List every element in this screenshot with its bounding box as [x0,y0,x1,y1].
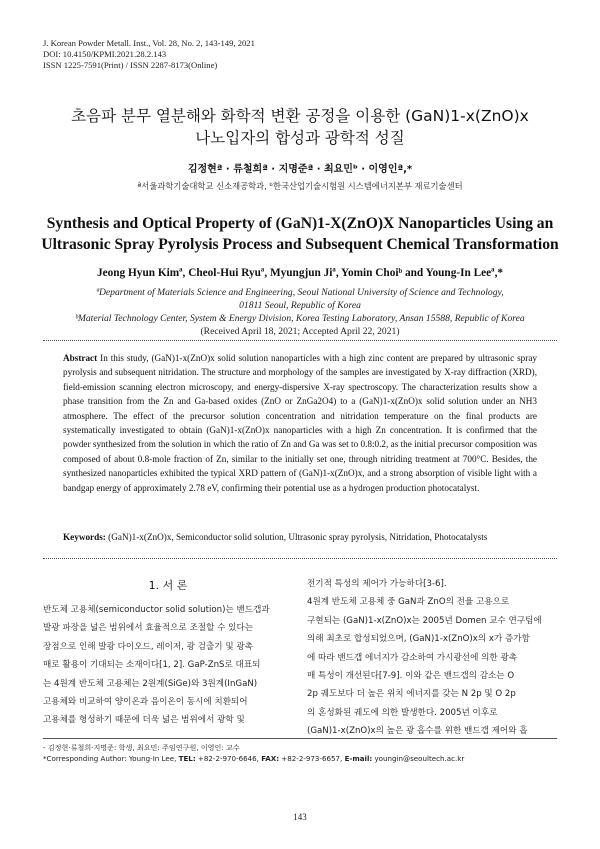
body-line: 의해 최초로 합성되었으며, (GaN)1-x(ZnO)x의 x가 증가함 [307,634,530,645]
affiliation-b: ᵇMaterial Technology Center, System & Energy Division, Korea Testing Laboratory, Ansan 15588, Republic of Korea [75,313,525,324]
body-line: 는 4원계 반도체 고용체는 2원계(SiGe)와 3원계(InGaN) [43,678,258,689]
journal-doi: DOI: 10.4150/KPMI.2021.28.2.143 [43,49,167,59]
affiliation-a-line1: ªDepartment of Materials Science and Engineering, Seoul National University of Science and Technology, [96,287,504,298]
abstract-text: In this study, (GaN)1-x(ZnO)x solid solution nanoparticles with a high zinc content are prepared by ultrasonic spray pyrolysis and subsequent nitridation. The structure and morphology of the samples are investigated by X-ray diffraction (XRD), field-emission scanning electron microscopy, and energy-dispersive X-ray spectroscopy. The characterization results show a phase transition from the Zn and Ga-based oxides (ZnO or ZnGa2O4) to a (GaN)1-x(ZnO)x solid solution under an NH3 atmosphere. The effect of the precursor solution concentration and nitridation temperature on the final products are systematically investigated to obtain (GaN)1-x(ZnO)x nanoparticles with a high Zn concentration. It is confirmed that the powder synthesized from the solution in which the ratio of Zn and Ga was set to 0.8:0.2, as the initial precursor composition was composed of about 0.8-mole fraction of Zn, similar to the initially set one, through nitriding treatment at 700°C. Besides, the synthesized nanoparticles exhibited the typical XRD pattern of (GaN)1-x(ZnO)x, and a strong absorption of visible light with a bandgap energy of approximately 2.78 eV, confirming their potential use as a hydrogen production photocatalyst. [63,353,538,493]
journal-issn: ISSN 1225-7591(Print) / ISSN 2287-8173(Online) [43,60,218,70]
abstract [63,351,537,495]
body-line: 전기적 특성의 제어가 가능하다[3-6]. [307,579,447,589]
divider-top [43,340,557,341]
tel-label: TEL: [178,754,196,763]
footnotes [43,742,464,764]
body-line: 의 혼성화된 궤도에 의한 발생한다. 2005년 이후로 [307,707,498,718]
body-line: 장점으로 인해 발광 다이오드, 레이저, 광 검출기 및 광촉 [43,641,253,652]
keywords [63,532,537,542]
english-title [0,213,600,255]
tel-number: +82-2-970-6646, [195,754,262,763]
footnote-author-roles: - 김정현·류철희·지명준: 학생, 최요민: 주임연구원, 이영인: 교수 [43,743,240,752]
page-number: 143 [293,812,307,822]
email-label: E-mail: [344,754,373,763]
body-line: 2p 궤도보다 더 높은 위치 에너지를 갖는 N 2p 및 O 2p [307,689,516,700]
divider-bottom [43,558,557,559]
received-dates: (Received April 18, 2021; Accepted April 22, 2021) [200,326,400,337]
korean-title-line2: 나노입자의 합성과 광학적 성질 [195,129,405,147]
footnote-divider [43,738,557,739]
corresponding-author: *Corresponding Author: Young-In Lee, [43,754,179,763]
korean-authors: 김정현ª · 류철희ª · 지명준ª · 최요민ᵇ · 이영인ª,* [187,164,413,175]
body-line: 4원계 반도체 고용체 중 GaN과 ZnO의 전율 고용으로 [307,597,510,608]
body-line: 고용체와 비교하여 양이온과 음이온이 동시에 치환되어 [43,697,248,708]
journal-citation: J. Korean Powder Metall. Inst., Vol. 28, No. 2, 143-149, 2021 [43,38,255,48]
fax-number: +82-2-973-6657, [279,754,345,763]
body-line: 반도체 고용체(semiconductor solid solution)는 밴드갭과 [43,605,270,615]
body-line: 구현되는 (GaN)1-x(ZnO)x는 2005년 Domen 교수 연구팀에 [307,615,542,626]
body-column-right [307,575,559,741]
section-heading-introduction: 1. 서 론 [148,579,188,592]
keywords-label: Keywords: [63,532,106,542]
english-authors: Jeong Hyun Kimª, Cheol-Hui Ryuª, Myungjun Jiª, Yomin Choiᵇ and Young-In Leeª,* [96,267,504,279]
body-line: 고용체를 형성하기 때문에 더욱 넓은 범위에서 광학 및 [43,715,245,726]
korean-title [0,105,600,149]
email-address: youngin@seoultech.ac.kr [372,754,465,763]
body-line: 매 특성이 개선된다[7-9]. 이와 같은 밴드갭의 감소는 O [307,671,515,682]
body-line: 매로 활용이 기대되는 소재이다[1, 2]. GaP-ZnS로 대표되 [43,660,261,671]
body-line: 에 따라 밴드갭 에너지가 감소하여 가시광선에 의한 광촉 [307,652,518,663]
body-line: 발광 파장을 넓은 범위에서 효율적으로 조절할 수 있다는 [43,623,254,634]
abstract-label: Abstract [63,353,98,363]
korean-title-line1: 초음파 분무 열분해와 화학적 변환 공정을 이용한 (GaN)1-x(ZnO)x [71,107,529,125]
english-title-line2: Ultrasonic Spray Pyrolysis Process and Subsequent Chemical Transformation [41,236,559,253]
body-column-left [43,601,293,730]
english-affiliations [0,286,600,338]
english-title-line1: Synthesis and Optical Property of (GaN)1-X(ZnO)X Nanoparticles Using an [46,215,554,232]
body-line: (GaN)1-x(ZnO)x의 높은 광 흡수를 위한 밴드갭 제어와 흡 [307,726,528,737]
korean-affiliation: ª서울과학기술대학교 신소재공학과, ᵇ한국산업기술시험원 시스템에너지본부 재료기술센터 [137,181,463,191]
fax-label: FAX: [261,754,280,763]
affiliation-a-line2: 01811 Seoul, Republic of Korea [239,300,361,311]
journal-info [43,38,255,71]
keywords-text: (GaN)1-x(ZnO)x, Semiconductor solid solution, Ultrasonic spray pyrolysis, Nitridation, Photocatalysts [108,532,488,542]
footnote-corresponding [43,753,464,764]
